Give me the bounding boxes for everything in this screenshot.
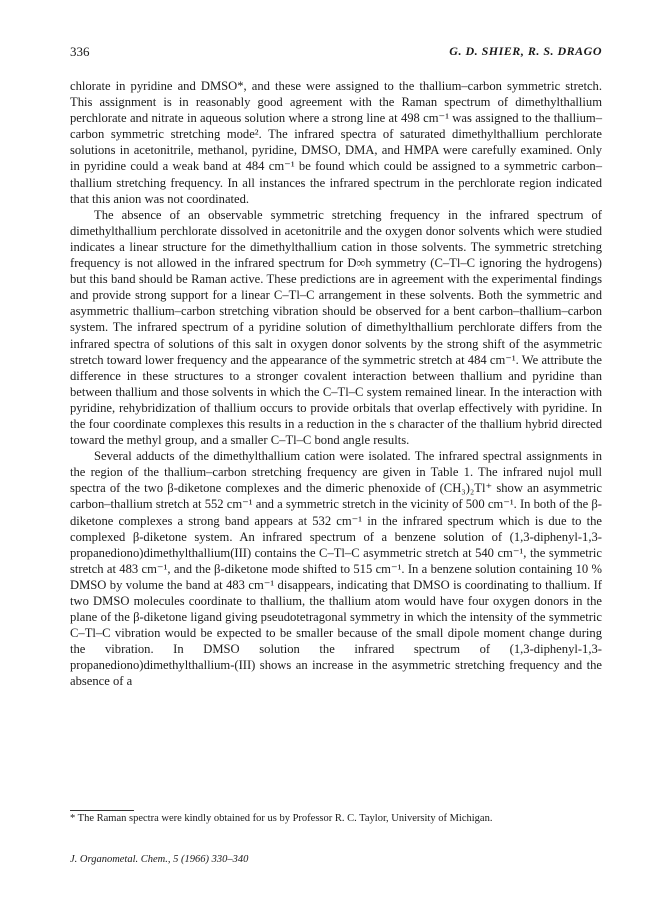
paragraph-continued: chlorate in pyridine and DMSO*, and these were assigned to the thallium–carbon symmetric stretch. This assignment is in reasonably good agreement with the Raman spectrum of dimethylthallium perchlorate and nitrate in aqueous solution where a strong line at 498 cm⁻¹ was assigned to the thallium–carbon symmetric stretching mode². The infrared spectra of saturated dimethylthallium perchlorate solutions in acetonitrile, methanol, pyridine, DMSO, DMA, and HMPA were carefully examined. Only in pyridine could a weak band at 484 cm⁻¹ be found which could be assigned to a symmetric carbon–thallium stretching frequency. In all instances the infrared spectrum in the perchlorate region indicated that this anion was not coordinated.: [70, 79, 602, 206]
footnote-divider: [70, 810, 134, 811]
paragraph: Several adducts of the dimethylthallium cation were isolated. The infrared spectral assignments in the region of the thallium–carbon stretching frequency are given in Table 1. The infrared nujol mull spectra of the two β-diketone complexes and the dimeric phenoxide of (CH₃)₂Tl⁺ show an asymmetric carbon–thallium stretch at 552 cm⁻¹ and a symmetric stretch in the vicinity of 500 cm⁻¹. In both of the β-diketone complexes a strong band appears at 532 cm⁻¹ in the infrared spectrum which is due to the complexed β-diketone system. An infrared spectrum of a benzene solution of (1,3-diphenyl-1,3-propanediono)dimethylthallium(III) contains the C–Tl–C asymmetric stretch at 540 cm⁻¹, the symmetric stretch at 483 cm⁻¹, and the β-diketone mode shifted to 515 cm⁻¹. In a benzene solution containing 10 % DMSO by volume the band at 483 cm⁻¹ disappears, indicating that DMSO is coordinating to thallium. If two DMSO molecules coordinate to thallium, the thallium atom would have four oxygen donors in the plane of the β-diketone ligand giving pseudotetragonal symmetry in which the intensity of the symmetric C–Tl–C vibration would be expected to be smaller because of the small dipole moment change during the vibration. In DMSO solution the infrared spectrum of (1,3-diphenyl-1,3-propanediono)dimethylthallium-(III) shows an increase in the asymmetric stretching frequency and the absence of a: [70, 449, 602, 689]
paragraph: The absence of an observable symmetric stretching frequency in the infrared spectrum of dimethylthallium perchlorate dissolved in acetonitrile and the oxygen donor solvents which were studied indicates a linear structure for the dimethylthallium cation in those solvents. The symmetric stretching frequency is not allowed in the infrared spectrum for D∞h symmetry (C–Tl–C ignoring the hydrogens) but this band should be Raman active. These predictions are in agreement with the experimental findings and provide strong support for a linear C–Tl–C arrangement in these solvents. Both the symmetric and asymmetric thallium–carbon stretching vibration should be observed for a bent carbon–thallium–carbon system. The infrared spectrum of a pyridine solution of dimethylthallium perchlorate differs from the infrared spectra of solutions of this salt in oxygen donor solvents by the strong shift of the asymmetric stretch toward lower frequency and the appearance of the symmetric stretch at 484 cm⁻¹. We attribute the difference in these structures to a stronger covalent interaction between thallium and pyridine than between thallium and those solvents in which the C–Tl–C system remained linear. In the interaction with pyridine, rehybridization of thallium occurs to provide orbitals that overlap effectively with pyridine. In the four coordinate complexes this results in a reduction in the s character of the thallium hybrid directed toward the methyl group, and a smaller C–Tl–C bond angle results.: [70, 207, 602, 448]
journal-citation: J. Organometal. Chem., 5 (1966) 330–340: [70, 854, 249, 865]
running-header: [70, 44, 602, 64]
page-number: 336: [70, 44, 90, 59]
article-body: [70, 78, 602, 690]
running-head-authors: G. D. SHIER, R. S. DRAGO: [449, 44, 602, 58]
footnote: * The Raman spectra were kindly obtained for us by Professor R. C. Taylor, University of Michigan.: [70, 813, 493, 824]
